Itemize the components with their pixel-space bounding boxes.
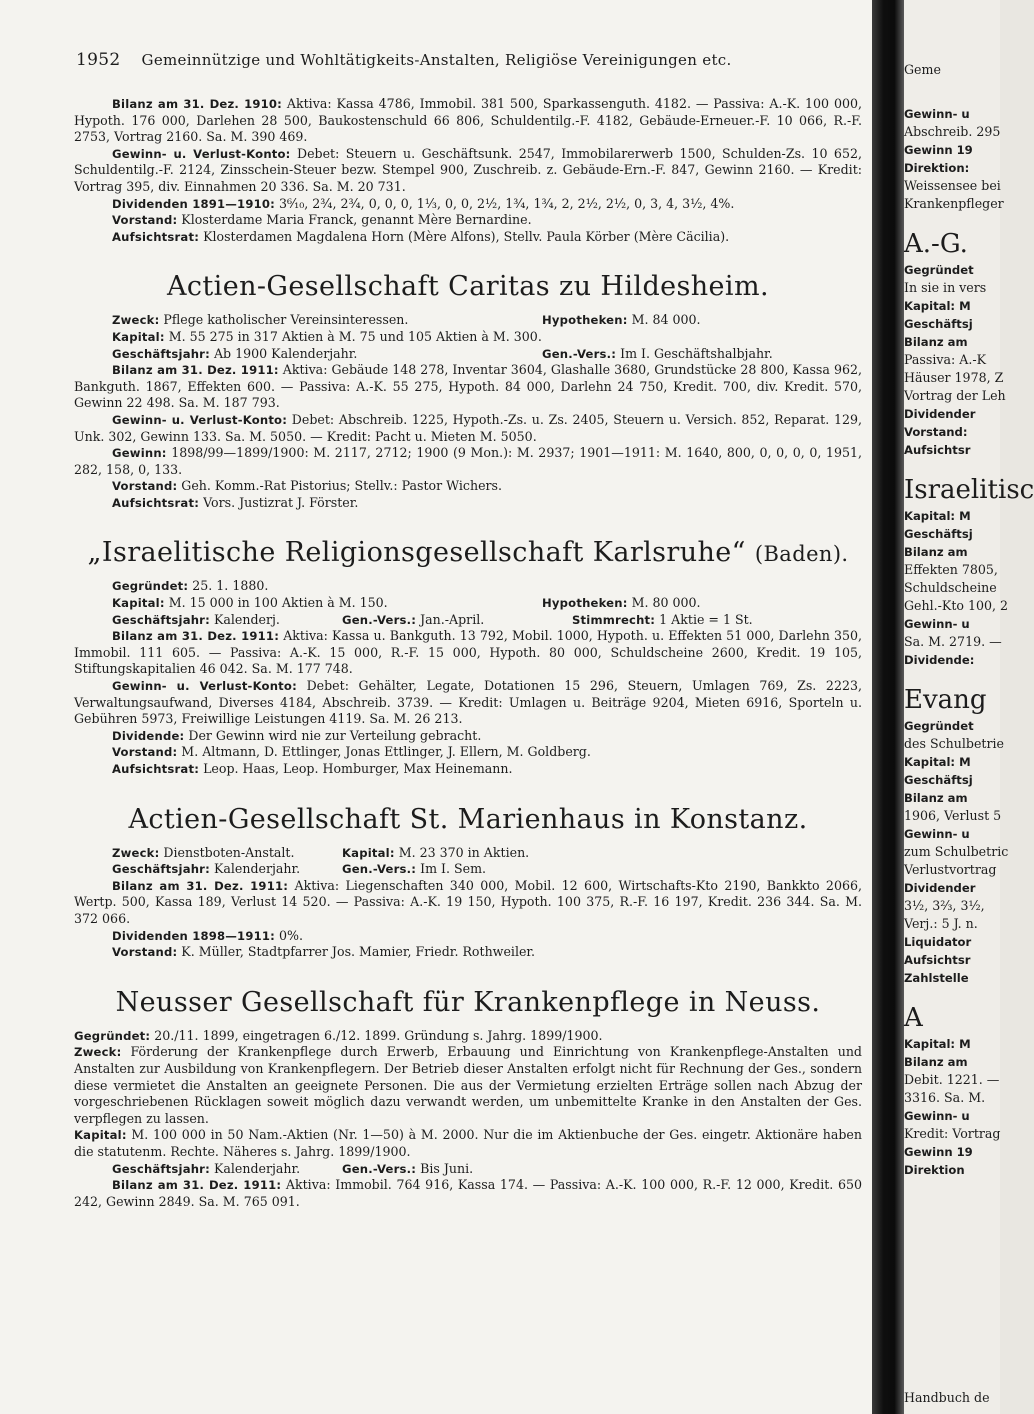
right-page-line: Kapital: M [904,509,971,523]
right-page-line: Kapital: M [904,299,971,313]
right-page-line: Geschäftsj [904,317,973,331]
caritas-bilanz: Bilanz am 31. Dez. 1911: Aktiva: Gebäude 148 278, Inventar 3604, Glashalle 3680, Grundstücke 28 800, Kassa 962, Bankguth. 1867, Effekten 600. — Passiva: A.-K. 55 275, Hypoth. 84 000, Darlehn 24 750, Kredit. 700, div. Kredit. 570, Gewinn 22 498. Sa. M. 187 793. [74,362,862,411]
right-page-line: Bilanz am [904,545,968,559]
caritas-vorstand: Vorstand: Geh. Komm.-Rat Pistorius; Stellv.: Pastor Wichers. [112,478,503,494]
right-page-line: Abschreib. 295 [904,124,1001,139]
israel-kapital-row: Kapital: M. 15 000 in 100 Aktien à M. 150. Hypotheken: M. 80 000. [112,595,701,611]
right-page-line: Vortrag der Leh [904,388,1006,403]
prev-vorstand: Vorstand: Klosterdame Maria Franck, genannt Mère Bernardine. [112,212,532,228]
page-content [74,96,862,1210]
right-page-line: Schuldscheine [904,580,997,595]
right-page-line: Israelitisc [904,475,1034,505]
entry-caritas [74,271,862,511]
right-page-line: Evang [904,685,987,715]
running-title: Gemeinnützige und Wohltätigkeits-Anstalten, Religiöse Vereinigungen etc. [141,51,732,69]
right-page-line: Direktion [904,1163,965,1177]
right-page-line: Bilanz am [904,791,968,805]
right-page-line: Dividender [904,881,976,895]
page-number: 1952 [76,50,121,70]
right-page-line: Bilanz am [904,335,968,349]
right-page-line: 3316. Sa. M. [904,1090,986,1105]
israel-gj-row: Geschäftsjahr: Kalenderj. Gen.-Vers.: Jan.-April. Stimmrecht: 1 Aktie = 1 St. [112,611,753,627]
right-page-line: Kapital: M [904,755,971,769]
prev-bilanz: Bilanz am 31. Dez. 1910: Aktiva: Kassa 4786, Immobil. 381 500, Sparkassenguth. 4182. — Passiva: A.-K. 100 000, Hypoth. 176 000, Darlehen 28 500, Baukostenschuld 66 806, Schuldentilg.-F. 4182, Gebäude-Erneuer.-F. 10 066, R.-F. 2753, Vortrag 2160. Sa. M. 390 469. [74,96,862,145]
marienhaus-zweck-row: Zweck: Dienstboten-Anstalt. Kapital: M. 23 370 in Aktien. [112,844,530,860]
prev-aufsichtsrat: Aufsichtsrat: Klosterdamen Magdalena Horn (Mère Alfons), Stellv. Paula Körber (Mère Cäcilia). [112,228,730,244]
right-page-line: Gegründet [904,263,974,277]
right-page-line: A.-G. [904,229,968,259]
right-page-line: Gewinn- u [904,1109,970,1123]
right-page-line: Aufsichtsr [904,443,971,457]
caritas-zweck-row: Zweck: Pflege katholischer Vereinsinteressen. Hypotheken: M. 84 000. [112,312,701,328]
right-page-line: Dividender [904,407,976,421]
right-page-line: Gegründet [904,719,974,733]
right-page-line: Effekten 7805, [904,562,998,577]
right-page-line: Gewinn 19 [904,1145,973,1159]
caritas-kapital: Kapital: M. 55 275 in 317 Aktien à M. 75 und 105 Aktien à M. 300. [112,328,542,344]
right-page-line: A [904,1003,923,1033]
entry-marienhaus [74,804,862,961]
israel-dividende: Dividende: Der Gewinn wird nie zur Verteilung gebracht. [112,727,482,743]
right-page-line: Vorstand: [904,425,968,439]
right-page-line: Zahlstelle [904,971,969,985]
right-page-fragment [904,0,1034,1414]
right-page-line: Häuser 1978, Z [904,370,1004,385]
entry-title: Actien-Gesellschaft Caritas zu Hildesheim. [167,271,769,303]
israel-gegruendet: Gegründet: 25. 1. 1880. [112,578,269,594]
right-page-line: Verlustvortrag [904,862,997,877]
right-page-line: Gewinn- u [904,617,970,631]
running-head [76,50,856,70]
neuss-gegruendet: Gegründet: 20./11. 1899, eingetragen 6./12. 1899. Gründung s. Jahrg. 1899/1900. [74,1027,603,1043]
marienhaus-vorstand: Vorstand: K. Müller, Stadtpfarrer Jos. Mamier, Friedr. Rothweiler. [112,944,536,960]
entry-title: Actien-Gesellschaft St. Marienhaus in Konstanz. [128,803,808,835]
israel-aufsichtsrat: Aufsichtsrat: Leop. Haas, Leop. Homburger, Max Heinemann. [112,761,513,776]
right-page-line: Handbuch de [904,1390,990,1405]
caritas-guv: Gewinn- u. Verlust-Konto: Debet: Abschreib. 1225, Hypoth.-Zs. u. Zs. 2405, Steuern u. Versich. 852, Reparat. 129, Unk. 302, Gewinn 133. Sa. M. 5050. — Kredit: Pacht u. Mieten M. 5050. [74,411,862,444]
right-page-line: Verj.: 5 J. n. [904,916,978,931]
prev-dividends: Dividenden 1891—1910: 3⁶⁄₁₀, 2³⁄₄, 2³⁄₄, 0, 0, 0, 1¹⁄₃, 0, 0, 2¹⁄₂, 1³⁄₄, 1³⁄₄, 2, 2¹⁄₂, 2¹⁄₂, 0, 3, 4, 3¹⁄₂, 4%. [112,195,735,211]
prev-entry [74,96,862,245]
neuss-gj-row: Geschäftsjahr: Kalenderjahr. Gen.-Vers.: Bis Juni. [112,1160,474,1176]
right-page-line: zum Schulbetric [904,844,1009,859]
caritas-gewinn: Gewinn: 1898/99—1899/1900: M. 2117, 2712; 1900 (9 Mon.): M. 2937; 1901—1911: M. 1640, 800, 0, 0, 0, 0, 1951, 282, 158, 0, 133. [74,445,862,477]
right-page-line: Geschäftsj [904,773,973,787]
right-page-line: Liquidator [904,935,972,949]
neuss-bilanz: Bilanz am 31. Dez. 1911: Aktiva: Immobil. 764 916, Kassa 174. — Passiva: A.-K. 100 000, R.-F. 12 000, Kredit. 650 242, Gewinn 2849. Sa. M. 765 091. [74,1177,862,1209]
right-page-line: Aufsichtsr [904,953,971,967]
right-page-line: 3¹⁄₂, 3²⁄₃, 3¹⁄₂, [904,898,985,913]
entry-israel [74,537,862,777]
right-page-line: Gewinn- u [904,107,970,121]
right-page-line: Dividende: [904,653,975,667]
right-page-line: Sa. M. 2719. — [904,634,1002,649]
right-page-line: des Schulbetrie [904,736,1004,751]
caritas-gj-row: Geschäftsjahr: Ab 1900 Kalenderjahr. Gen.-Vers.: Im I. Geschäftshalbjahr. [112,345,773,361]
right-page-line: Bilanz am [904,1055,968,1069]
entry-neuss [74,987,862,1211]
right-page-line: Gewinn- u [904,827,970,841]
right-page-line: Direktion: [904,161,970,175]
right-page-line: Kapital: M [904,1037,971,1051]
israel-guv: Gewinn- u. Verlust-Konto: Debet: Gehälter, Legate, Dotationen 15 296, Steuern, Umlagen 769, Zs. 2223, Verwaltungsaufwand, Diverses 4184, Abschreib. 3739. — Kredit: Umlagen u. Beiträge 9204, Mieten 6916, Sporteln u. Gebühren 5973, Freiwillige Leistungen 4119. Sa. M. 26 213. [74,678,862,727]
right-page-line: Passiva: A.-K [904,352,987,367]
israel-vorstand: Vorstand: M. Altmann, D. Ettlinger, Jonas Ettlinger, J. Ellern, M. Goldberg. [112,744,591,760]
book-gutter [872,0,904,1414]
marienhaus-bilanz: Bilanz am 31. Dez. 1911: Aktiva: Liegenschaften 340 000, Mobil. 12 600, Wirtschafts-Kto 2190, Bankkto 2066, Wertp. 500, Kassa 189, Verlust 14 520. — Passiva: A.-K. 19 150, Hypoth. 100 375, R.-F. 16 197, Kredit. 236 344. Sa. M. 372 066. [74,877,862,926]
marienhaus-gj-row: Geschäftsjahr: Kalenderjahr. Gen.-Vers.: Im I. Sem. [112,861,487,877]
right-page-line: Debit. 1221. — [904,1072,1000,1087]
right-page-line: Gewinn 19 [904,143,973,157]
right-page-line: In sie in vers [904,280,987,295]
israel-bilanz: Bilanz am 31. Dez. 1911: Aktiva: Kassa u. Bankguth. 13 792, Mobil. 1000, Hypoth. u. Effekten 51 000, Darlehn 350, Immobil. 111 605. — Passiva: A.-K. 15 000, R.-F. 15 000, Hypoth. 80 000, Schuldscheine 2600, Kredit. 19 105, Stiftungskapitalien 46 042. Sa. M. 177 748. [74,628,863,677]
entry-title: „Israelitische Religionsgesellschaft Karlsruhe“ (Baden). [87,537,849,569]
right-page-line: Krankenpfleger [904,196,1004,211]
right-page-line: Gehl.-Kto 100, 2 [904,598,1009,613]
caritas-aufsichtsrat: Aufsichtsrat: Vors. Justizrat J. Förster. [112,494,359,510]
right-page-line: 1906, Verlust 5 [904,808,1002,823]
right-page-line: Weissensee bei [904,178,1001,193]
right-page-line: Geschäftsj [904,527,973,541]
neuss-kapital: Kapital: M. 100 000 in 50 Nam.-Aktien (Nr. 1—50) à M. 2000. Nur die im Aktienbuche der Ges. eingetr. Aktionäre haben die statutenm. Rechte. Näheres s. Jahrg. 1899/1900. [74,1127,862,1159]
prev-guv: Gewinn- u. Verlust-Konto: Debet: Steuern u. Geschäftsunk. 2547, Immobilarerwerb 1500, Schulden-Zs. 10 652, Schuldentilg.-F. 2124, Zinsschein-Steuer bezw. Stempel 900, Zuschreib. z. Gebäude-Ern.-F. 847, Gewinn 2160. — Kredit: Vortrag 395, div. Einnahmen 20 336. Sa. M. 20 731. [74,145,862,194]
entry-title: Neusser Gesellschaft für Krankenpflege in Neuss. [115,986,821,1018]
marienhaus-dividenden: Dividenden 1898—1911: 0%. [112,927,303,943]
right-page-line: Geme [904,62,941,77]
neuss-zweck: Zweck: Förderung der Krankenpflege durch Erwerb, Erbauung und Einrichtung von Krankenpflege-Anstalten und Anstalten zur Ausbildung von Krankenpflegern. Der Betrieb dieser Anstalten erfolgt nicht für Rechnung der Ges., sondern diese vermietet die Anstalten an geeignete Personen. Die aus der Vermietung erzielten Erträge sollen nach Abzug der vorgeschriebenen Rücklagen soweit möglich dazu verwandt werden, um unbemittelte Kranke in den Anstalten der Ges. verpflegen zu lassen. [74,1044,862,1126]
right-page-line: Kredit: Vortrag [904,1126,1001,1141]
